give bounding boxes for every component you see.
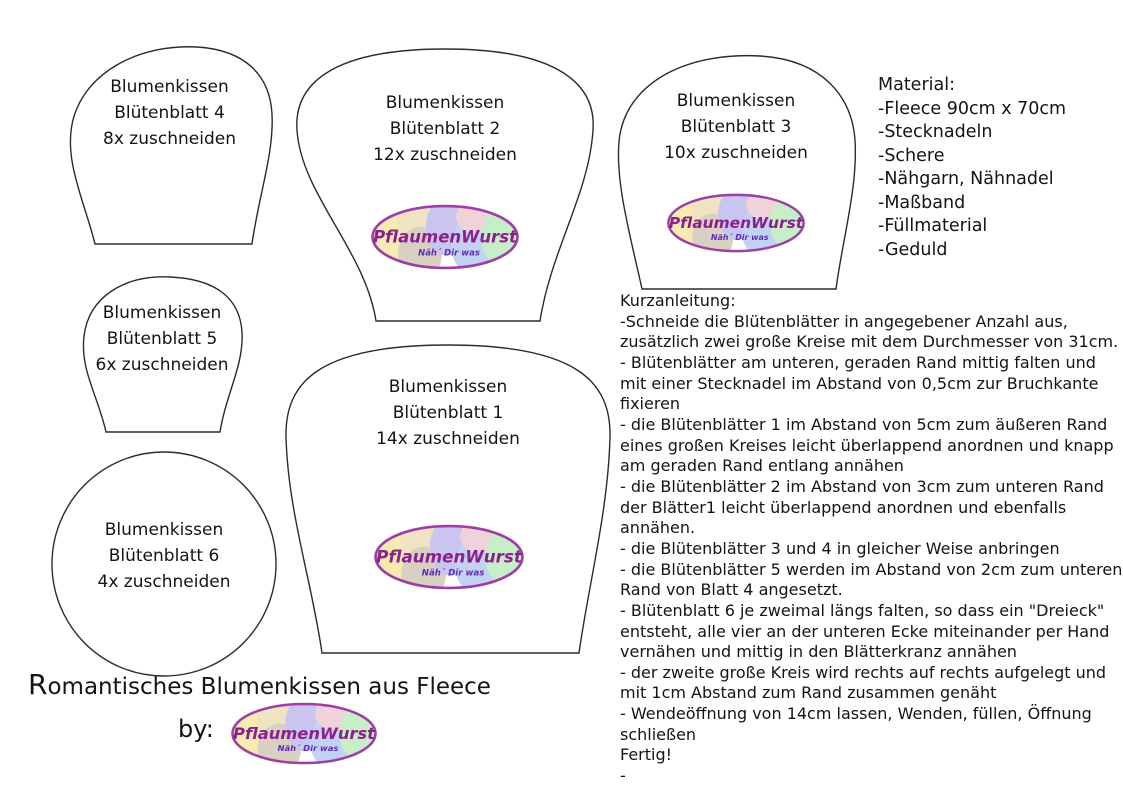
piece-name: Blumenkissen <box>388 377 508 397</box>
logo-tagline-text: Näh´ Dir was <box>277 743 339 754</box>
instructions-lines <box>620 312 1123 787</box>
piece-part: Blütenblatt 2 <box>389 119 501 139</box>
pflaumenwurst-logo-svg <box>370 204 520 270</box>
material-item: -Maßband <box>878 192 966 213</box>
instruction-line: vernähen und mittig in den Blätterkranz annähen <box>620 642 1017 662</box>
piece-part: Blütenblatt 1 <box>392 403 504 423</box>
piece-cut-count: 14x zuschneiden <box>376 429 520 449</box>
instruction-line: - die Blütenblätter 5 werden im Abstand von 2cm zum unteren <box>620 559 1123 579</box>
piece-part: Blütenblatt 6 <box>108 546 220 566</box>
piece-cut-count: 10x zuschneiden <box>664 143 808 163</box>
piece-name: Blumenkissen <box>104 520 224 540</box>
instruction-line: - der zweite große Kreis wird rechts auf rechts aufgelegt und <box>620 662 1107 682</box>
piece-name: Blumenkissen <box>385 93 505 113</box>
piece-cut-count: 12x zuschneiden <box>373 145 517 165</box>
instruction-line: Fertig! <box>620 745 673 765</box>
instruction-line: am geraden Rand entlang annähen <box>620 456 904 476</box>
instruction-line: - <box>620 766 626 786</box>
material-item: -Füllmaterial <box>878 216 988 236</box>
instruction-line: zusätzlich zwei große Kreise mit dem Durchmesser von 31cm. <box>620 332 1119 352</box>
material-item: -Nähgarn, Nähnadel <box>878 169 1054 189</box>
pattern-piece-petal-5 <box>77 272 247 434</box>
pflaumenwurst-logo-svg <box>373 524 525 590</box>
pattern-piece-petal-2 <box>292 42 598 323</box>
instruction-line: der Blätter1 leicht überlappend anordnen und ebenfalls <box>620 497 1067 517</box>
piece-part: Blütenblatt 3 <box>680 117 792 137</box>
pflaumenwurst-logo <box>666 193 806 253</box>
instruction-line: - Blütenblatt 6 je zweimal längs falten, so dass ein "Dreieck" <box>620 600 1105 620</box>
piece-cut-count: 8x zuschneiden <box>103 129 236 149</box>
material-item: -Stecknadeln <box>878 122 993 142</box>
instruction-line: - die Blütenblätter 1 im Abstand von 5cm zum äußeren Rand <box>620 414 1108 434</box>
instructions-heading: Kurzanleitung: <box>620 291 736 310</box>
instruction-line: Rand von Blatt 4 angesetzt. <box>620 580 843 600</box>
by-label: by: <box>178 715 214 743</box>
instruction-line: -Schneide die Blütenblätter in angegebener Anzahl aus, <box>620 311 1068 331</box>
pattern-piece-circle-6 <box>50 450 278 678</box>
pattern-piece-petal-1 <box>283 334 613 656</box>
logo-name-text: PflaumenWurst <box>233 723 375 743</box>
instruction-line: annähen. <box>620 518 696 538</box>
logo-name-text: PflaumenWurst <box>373 226 517 247</box>
material-items <box>878 98 1066 263</box>
instruction-line: eines großen Kreises leicht überlappend anordnen und knapp <box>620 435 1114 455</box>
instruction-line: mit 1cm Abstand zum Rand zusammen genäht <box>620 683 997 703</box>
piece-name: Blumenkissen <box>110 77 229 97</box>
pattern-piece-petal-4 <box>62 42 277 247</box>
instruction-line: - die Blütenblätter 2 im Abstand von 3cm zum unteren Rand <box>620 476 1104 496</box>
material-heading: Material: <box>878 75 955 95</box>
pflaumenwurst-logo <box>370 204 520 270</box>
page-title: Romantisches Blumenkissen aus Fleece <box>28 668 491 701</box>
instruction-line: mit einer Stecknadel im Abstand von 0,5cm zur Bruchkante <box>620 373 1099 393</box>
logo-tagline-text: Näh´ Dir was <box>421 568 485 579</box>
pflaumenwurst-logo-svg <box>666 193 806 253</box>
instruction-line: - die Blütenblätter 3 und 4 in gleicher Weise anbringen <box>620 538 1060 558</box>
pattern-piece-petal-3 <box>612 48 860 291</box>
piece-name: Blumenkissen <box>102 303 222 323</box>
material-item: -Geduld <box>878 239 948 260</box>
piece-name: Blumenkissen <box>676 91 796 111</box>
logo-name-text: PflaumenWurst <box>376 546 522 567</box>
pflaumenwurst-logo <box>230 702 378 765</box>
instruction-line: schließen <box>620 724 697 744</box>
pflaumenwurst-logo <box>373 524 525 590</box>
instruction-line: - Wendeöffnung von 14cm lassen, Wenden, füllen, Öffnung <box>620 704 1092 724</box>
pflaumenwurst-logo-svg <box>230 702 378 765</box>
material-list <box>878 74 1066 262</box>
material-item: -Schere <box>878 145 945 166</box>
instruction-line: fixieren <box>620 394 681 414</box>
piece-cut-count: 4x zuschneiden <box>97 572 231 592</box>
piece-cut-count: 6x zuschneiden <box>95 355 229 375</box>
instructions <box>620 291 1123 787</box>
piece-part: Blütenblatt 4 <box>114 103 225 123</box>
piece-part: Blütenblatt 5 <box>106 329 218 349</box>
material-item: -Fleece 90cm x 70cm <box>878 98 1067 119</box>
instruction-line: - Blütenblätter am unteren, geraden Rand mittig falten und <box>620 352 1096 372</box>
petal-outline <box>612 48 860 291</box>
logo-name-text: PflaumenWurst <box>668 214 804 233</box>
petal-outline <box>292 42 598 323</box>
instruction-line: entsteht, alle vier an der unteren Ecke miteinander per Hand <box>620 621 1110 641</box>
logo-tagline-text: Näh´ Dir was <box>710 232 769 242</box>
logo-tagline-text: Näh´ Dir was <box>418 248 480 259</box>
